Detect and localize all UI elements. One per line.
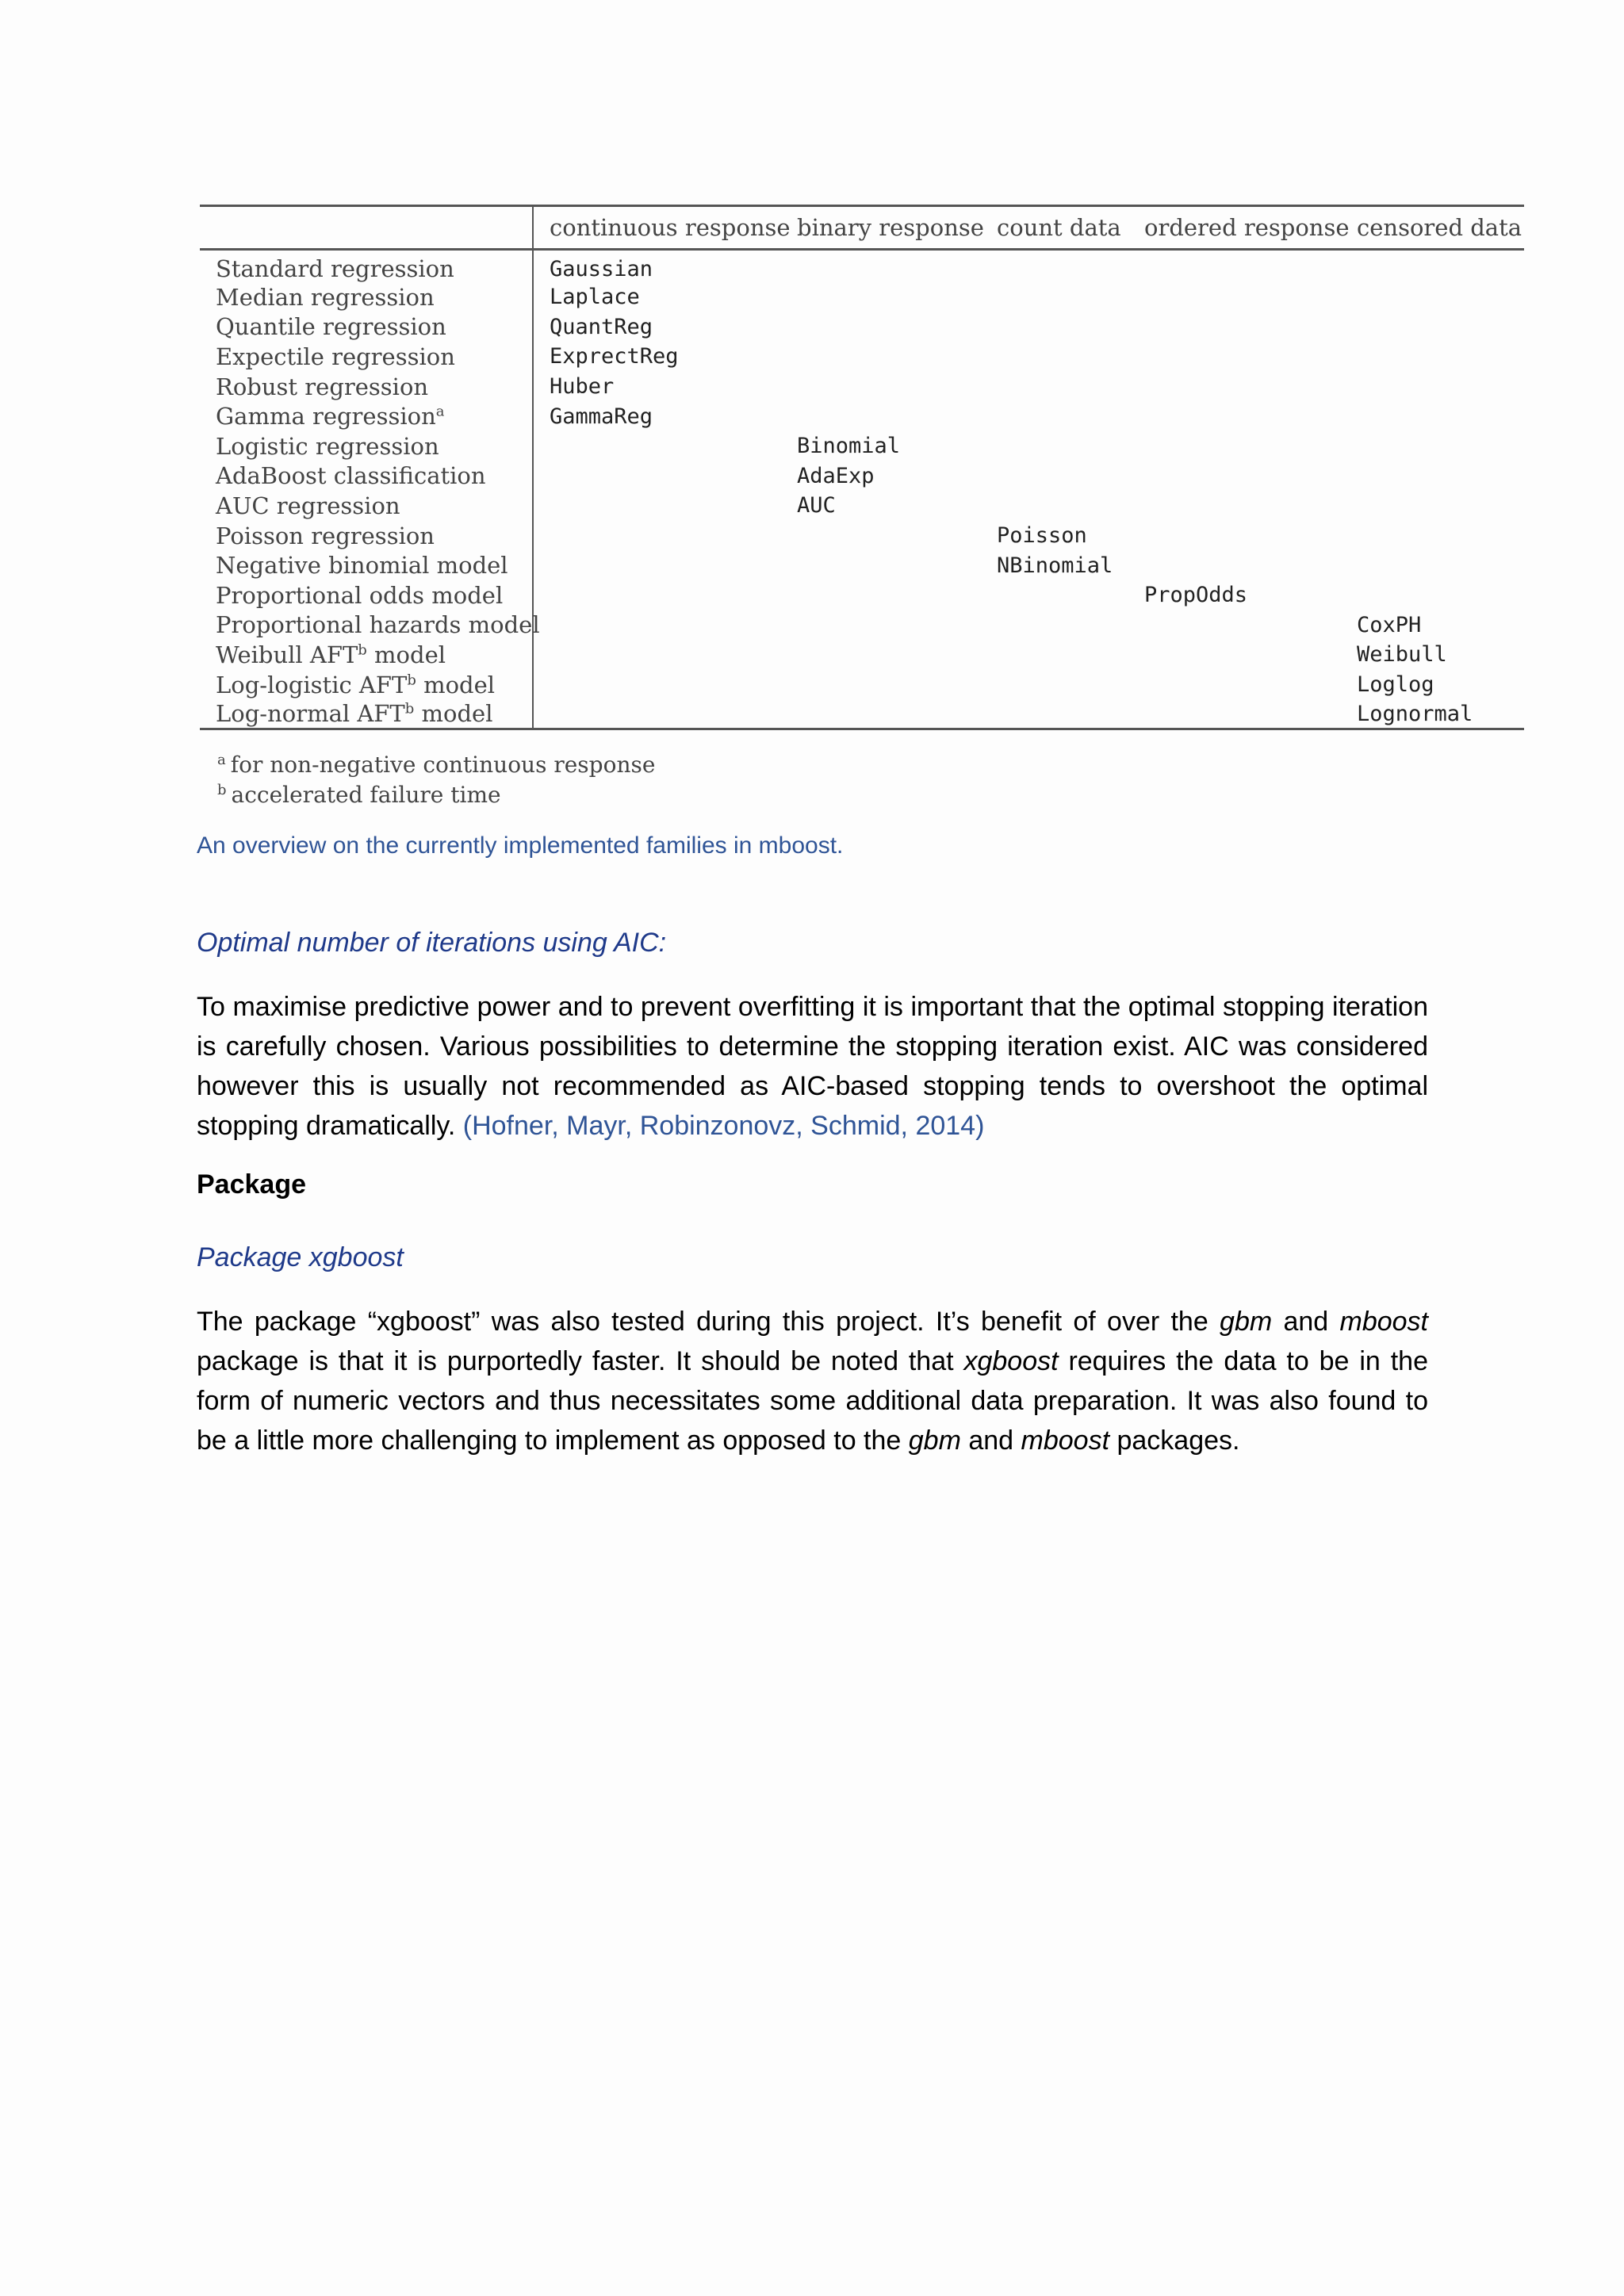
family-cell: Poisson [997, 523, 1087, 549]
model-name-cell: Poisson regression [200, 521, 533, 551]
family-cell: PropOdds [1144, 583, 1248, 608]
table-row [200, 491, 1524, 521]
family-cell: Binomial [797, 434, 901, 459]
family-cell: NBinomial [997, 553, 1113, 578]
empty-cell [981, 580, 1128, 610]
empty-cell [1341, 312, 1524, 342]
empty-cell [1128, 282, 1341, 312]
empty-cell [781, 610, 981, 641]
empty-cell [781, 401, 981, 431]
empty-cell [981, 491, 1128, 521]
table-caption: An overview on the currently implemented families in mboost. [197, 832, 844, 859]
family-cell: Loglog [1357, 672, 1434, 698]
model-name-cell: Log-normal AFT$^b$ model [200, 699, 533, 729]
table-row [200, 250, 1524, 283]
empty-cell [781, 342, 981, 372]
table-row [200, 312, 1524, 342]
empty-cell [781, 521, 981, 551]
table-row [200, 550, 1524, 580]
empty-cell [1128, 521, 1341, 551]
empty-cell [1128, 250, 1341, 283]
table-row [200, 342, 1524, 372]
family-cell: Laplace [550, 285, 640, 310]
empty-cell [781, 580, 981, 610]
table-row [200, 580, 1524, 610]
family-cell: CoxPH [1357, 612, 1422, 637]
empty-cell [1128, 670, 1341, 700]
family-cell: AdaExp [797, 463, 875, 488]
family-cell: Weibull [1357, 642, 1447, 668]
table-row [200, 461, 1524, 492]
families-table-container [200, 205, 1524, 730]
empty-cell [781, 282, 981, 312]
footnote-a: $^a$ for non-negative continuous response [217, 751, 656, 778]
model-name-cell: Quantile regression [200, 312, 533, 342]
model-name-cell: Proportional odds model [200, 580, 533, 610]
header-column-2: binary response [797, 214, 984, 241]
model-name-cell: Logistic regression [200, 431, 533, 461]
empty-cell [1128, 401, 1341, 431]
empty-cell [781, 550, 981, 580]
empty-cell [1128, 431, 1341, 461]
empty-cell [981, 461, 1128, 492]
aic-paragraph: To maximise predictive power and to prevent overfitting it is important that the optimal stopping iteration is carefully chosen. Various possibilities to determine the stopping iteration exist. AIC was considered however this is usually not recommended as AIC-based stopping tends to overshoot the optimal stopping dramatically. (Hofner, Mayr, Robinzonovz, Schmid, 2014) [197, 992, 1428, 1141]
table-footnotes [217, 750, 655, 810]
aic-heading: Optimal number of iterations using AIC: [197, 928, 667, 958]
empty-cell [781, 699, 981, 729]
model-name-cell: Proportional hazards model [200, 610, 533, 641]
empty-cell [781, 670, 981, 700]
empty-cell [533, 431, 781, 461]
empty-cell [781, 250, 981, 283]
empty-cell [781, 312, 981, 342]
model-name-cell: Weibull AFT$^b$ model [200, 640, 533, 670]
empty-cell [1128, 550, 1341, 580]
empty-cell [1128, 312, 1341, 342]
empty-cell [1128, 491, 1341, 521]
empty-cell [981, 372, 1128, 402]
footnote-b: $^b$ accelerated failure time [217, 781, 501, 808]
empty-cell [533, 640, 781, 670]
empty-cell [533, 670, 781, 700]
xgboost-heading: Package xgboost [197, 1242, 404, 1272]
model-name-cell: Standard regression [200, 250, 533, 283]
family-cell: Huber [550, 374, 615, 400]
empty-cell [1128, 372, 1341, 402]
model-name-cell: Robust regression [200, 372, 533, 402]
empty-cell [981, 640, 1128, 670]
empty-cell [981, 401, 1128, 431]
table-row [200, 521, 1524, 551]
empty-cell [533, 610, 781, 641]
model-name-cell: Expectile regression [200, 342, 533, 372]
empty-cell [1341, 580, 1524, 610]
empty-cell [533, 521, 781, 551]
empty-cell [1341, 431, 1524, 461]
citation-link[interactable]: (Hofner, Mayr, Robinzonovz, Schmid, 2014) [462, 1111, 985, 1141]
empty-cell [1341, 521, 1524, 551]
empty-cell [533, 699, 781, 729]
family-cell: GammaReg [550, 404, 653, 429]
empty-cell [981, 250, 1128, 283]
model-name-cell: Negative binomial model [200, 550, 533, 580]
model-name-cell: AdaBoost classification [200, 461, 533, 492]
model-name-cell: Gamma regression$^a$ [200, 401, 533, 431]
empty-cell [981, 312, 1128, 342]
table-row [200, 640, 1524, 670]
empty-cell [1341, 550, 1524, 580]
table-header-row [200, 206, 1524, 250]
header-model-column [200, 206, 533, 250]
empty-cell [781, 372, 981, 402]
table-row [200, 699, 1524, 729]
table-row [200, 282, 1524, 312]
empty-cell [981, 282, 1128, 312]
xgboost-paragraph: The package “xgboost” was also tested during this project. It’s benefit of over the gbm and mboost package is that it is purportedly faster. It should be noted that xgboost requires the data to be in the form of numeric vectors and thus necessitates some additional data preparation. It was also found to be a little more challenging to implement as opposed to the gbm and mboost packages. [197, 1307, 1428, 1456]
empty-cell [533, 491, 781, 521]
empty-cell [1341, 491, 1524, 521]
family-cell: Gaussian [550, 256, 653, 281]
table-body [200, 250, 1524, 729]
empty-cell [533, 461, 781, 492]
table-row [200, 372, 1524, 402]
table-row [200, 610, 1524, 641]
empty-cell [981, 431, 1128, 461]
table-row [200, 401, 1524, 431]
table-row [200, 670, 1524, 700]
empty-cell [1128, 640, 1341, 670]
family-cell: AUC [797, 493, 836, 519]
family-cell: ExprectReg [550, 344, 679, 369]
header-column-3: count data [997, 214, 1121, 241]
empty-cell [1341, 342, 1524, 372]
empty-cell [1128, 461, 1341, 492]
empty-cell [981, 670, 1128, 700]
package-heading: Package [197, 1169, 306, 1200]
empty-cell [533, 580, 781, 610]
empty-cell [1128, 342, 1341, 372]
empty-cell [781, 640, 981, 670]
empty-cell [981, 342, 1128, 372]
empty-cell [1341, 461, 1524, 492]
model-name-cell: Median regression [200, 282, 533, 312]
header-column-1: continuous response [550, 214, 791, 241]
empty-cell [1341, 282, 1524, 312]
empty-cell [1128, 699, 1341, 729]
family-cell: QuantReg [550, 314, 653, 339]
model-name-cell: AUC regression [200, 491, 533, 521]
model-name-cell: Log-logistic AFT$^b$ model [200, 670, 533, 700]
empty-cell [533, 550, 781, 580]
empty-cell [981, 699, 1128, 729]
empty-cell [1341, 250, 1524, 283]
empty-cell [981, 610, 1128, 641]
family-cell: Lognormal [1357, 701, 1473, 726]
table-row [200, 431, 1524, 461]
header-column-5: censored data [1357, 214, 1522, 241]
empty-cell [1341, 372, 1524, 402]
empty-cell [1341, 401, 1524, 431]
header-column-4: ordered response [1144, 214, 1350, 241]
families-table [200, 205, 1524, 730]
empty-cell [1128, 610, 1341, 641]
